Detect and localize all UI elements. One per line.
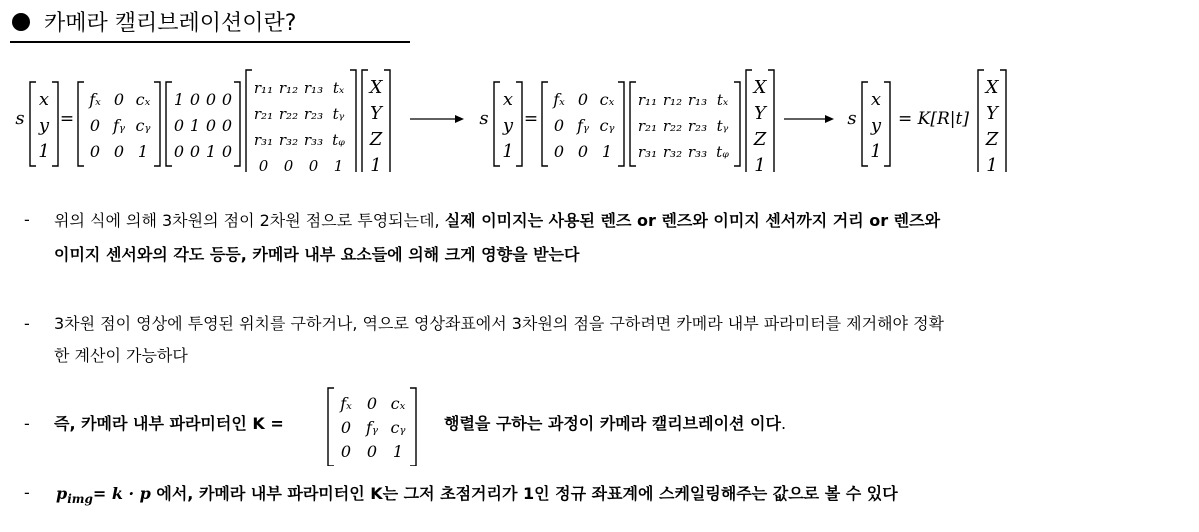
k-matrix-entry: fᵧ (577, 116, 589, 135)
lhs-vector-entry: 1 (38, 141, 50, 162)
rt-matrix-3x4-entry: r₂₁ (637, 117, 658, 135)
world-vector-left-bracket (978, 70, 984, 172)
world-vector-entry: Y (370, 103, 382, 124)
rt-matrix-4x4-entry: r₃₁ (253, 131, 274, 149)
bullet-1-line-1 (54, 210, 940, 232)
projection-matrix-entry: 0 (189, 90, 201, 109)
intrinsic-matrix-k (322, 386, 432, 466)
s-symbol: s (847, 108, 857, 129)
k-matrix-entry: 0 (89, 142, 101, 161)
inline-k-matrix-entry: cᵧ (390, 418, 406, 437)
eq-p-subscript: img (67, 492, 93, 507)
bullet-dash: - (24, 483, 30, 502)
rt-matrix-3x4-left-bracket (630, 82, 636, 166)
rt-matrix-4x4-entry: 1 (333, 157, 344, 172)
projection-matrix-entry: 0 (205, 90, 217, 109)
equals-sign: = (59, 109, 75, 129)
rt-matrix-4x4-right-bracket (350, 70, 356, 172)
k-matrix-entry: 1 (137, 142, 149, 161)
k-matrix-entry: cₓ (599, 90, 615, 109)
world-vector-entry: Z (753, 129, 767, 150)
world-vector-entry: Z (985, 129, 999, 150)
arrow-2-head (825, 115, 834, 123)
world-vector-right-bracket (384, 70, 390, 172)
world-vector-entry: Z (369, 129, 383, 150)
lhs-vector-left-bracket (30, 82, 36, 166)
projection-matrix-entry: 1 (205, 142, 217, 161)
rt-matrix-4x4-entry: r₁₂ (278, 79, 299, 97)
equals-sign: = (523, 109, 539, 129)
projection-matrix-entry: 0 (221, 142, 233, 161)
inline-k-matrix-entry: fₓ (340, 394, 352, 413)
inline-k-matrix-entry: 0 (340, 418, 352, 437)
rt-matrix-4x4-left-bracket (246, 70, 252, 172)
rt-matrix-3x4-entry: r₃₁ (637, 143, 658, 161)
rt-matrix-4x4-entry: r₁₁ (253, 79, 274, 97)
lhs-vector-entry: 1 (870, 141, 882, 162)
rt-matrix-3x4-entry: r₃₂ (662, 143, 683, 161)
formula-graphic (0, 62, 1199, 172)
rt-matrix-3x4-entry: tₓ (716, 91, 729, 109)
k-matrix-right-bracket (618, 82, 624, 166)
bullet-2-line-1: 3차원 점이 영상에 투영된 위치를 구하거나, 역으로 영상좌표에서 3차원의 점을 구하려면 카메라 내부 파라미터를 제거해야 정확 (54, 314, 944, 333)
world-vector-left-bracket (746, 70, 752, 172)
lhs-vector-entry: x (502, 89, 514, 110)
inline-k-matrix-right-bracket (410, 388, 416, 466)
k-matrix-entry: cᵧ (599, 116, 615, 135)
projection-matrix-entry: 0 (173, 142, 185, 161)
rt-matrix-3x4-entry: r₂₂ (662, 117, 683, 135)
projection-matrix-entry: 1 (173, 90, 185, 109)
rt-matrix-3x4-entry: r₃₃ (687, 143, 708, 161)
bullet-3-period: . (780, 414, 787, 433)
rt-matrix-4x4-entry: tᵩ (332, 131, 345, 149)
world-vector-entry: 1 (986, 155, 998, 172)
rt-matrix-3x4-entry: r₂₃ (687, 117, 708, 135)
bullet-1-line-2 (54, 244, 579, 266)
lhs-vector-entry: y (502, 115, 514, 136)
rt-matrix-4x4-entry: r₂₁ (253, 105, 274, 123)
rt-matrix-3x4-right-bracket (734, 82, 740, 166)
rt-matrix-4x4-entry: tₓ (332, 79, 345, 97)
projection-matrix-entry: 0 (221, 90, 233, 109)
inline-k-matrix-entry: fᵧ (366, 418, 378, 437)
k-matrix-left-bracket (542, 82, 548, 166)
inline-k-matrix-entry: 0 (366, 442, 378, 461)
inline-k-matrix-entry: cₓ (390, 394, 406, 413)
k-matrix-entry: fᵧ (113, 116, 125, 135)
rt-matrix-4x4-entry: r₂₂ (278, 105, 299, 123)
k-matrix-entry: 0 (577, 90, 589, 109)
lhs-vector-entry: 1 (502, 141, 514, 162)
projection-matrix-entry: 0 (189, 142, 201, 161)
rt-matrix-4x4-entry: r₁₃ (303, 79, 324, 97)
rt-matrix-3x4-entry: r₁₁ (637, 91, 658, 109)
lhs-vector-right-bracket (516, 82, 522, 166)
lhs-vector-right-bracket (884, 82, 890, 166)
rt-matrix-4x4-entry: tᵧ (332, 105, 345, 123)
lhs-vector-entry: x (38, 89, 50, 110)
k-matrix-entry: fₓ (89, 90, 101, 109)
projection-matrix-entry: 0 (221, 116, 233, 135)
bullet-dash: - (24, 314, 30, 333)
world-vector-entry: 1 (754, 155, 766, 172)
lhs-vector-entry: y (38, 115, 50, 136)
world-vector-right-bracket (768, 70, 774, 172)
rt-matrix-4x4-entry: r₃₃ (303, 131, 324, 149)
arrow-1-head (455, 115, 464, 123)
world-vector-entry: Y (986, 103, 998, 124)
world-vector-entry: X (753, 77, 767, 98)
world-vector-entry: Y (754, 103, 766, 124)
k-r-t-compact: = K[R|t] (898, 109, 969, 129)
lhs-vector-entry: y (870, 115, 882, 136)
bullet-3-before-text (54, 413, 284, 435)
rt-matrix-3x4-entry: tᵧ (716, 117, 729, 135)
projection-matrix-left-bracket (166, 82, 172, 166)
k-matrix-entry: 0 (553, 116, 565, 135)
rt-matrix-4x4-entry: r₂₃ (303, 105, 324, 123)
k-matrix-entry: 0 (553, 142, 565, 161)
k-matrix-right-bracket (154, 82, 160, 166)
inline-k-matrix-entry: 1 (392, 442, 404, 461)
bullet-3-after-text (444, 413, 786, 435)
bullet-3-bold-tail: 행렬을 구하는 과정이 카메라 캘리브레이션 이다 (444, 414, 781, 433)
bullet-1-normal-text: 위의 식에 의해 3차원의 점이 2차원 점으로 투영되는데, (54, 211, 445, 230)
k-matrix-left-bracket (78, 82, 84, 166)
world-vector-entry: X (369, 77, 383, 98)
projection-matrix-entry: 0 (173, 116, 185, 135)
bullet-dash: - (24, 210, 30, 229)
k-matrix-entry: 0 (113, 90, 125, 109)
lhs-vector-right-bracket (52, 82, 58, 166)
k-matrix-entry: 1 (601, 142, 613, 161)
s-symbol: s (15, 108, 25, 129)
rt-matrix-4x4-entry: 0 (258, 157, 269, 172)
filled-circle-bullet-icon (12, 13, 30, 31)
page-title: 카메라 캘리브레이션이란? (44, 11, 297, 36)
world-vector-entry: X (985, 77, 999, 98)
projection-matrix-entry: 1 (189, 116, 201, 135)
rt-matrix-4x4-entry: r₃₂ (278, 131, 299, 149)
world-vector-left-bracket (362, 70, 368, 172)
rt-matrix-3x4-entry: r₁₂ (662, 91, 683, 109)
projection-matrix-right-bracket (234, 82, 240, 166)
world-vector-right-bracket (1000, 70, 1006, 172)
lhs-vector-left-bracket (862, 82, 868, 166)
bullet-dash: - (24, 414, 30, 433)
eq-rest: = k · p (92, 484, 151, 503)
projection-formula (0, 62, 1199, 172)
k-matrix-entry: cᵧ (135, 116, 151, 135)
projection-matrix-entry: 0 (205, 116, 217, 135)
world-vector-entry: 1 (370, 155, 382, 172)
bullet-3-bold-lead: 즉, 카메라 내부 파라미터인 K = (54, 414, 284, 433)
inline-k-matrix-left-bracket (328, 388, 334, 466)
rt-matrix-4x4-entry: 0 (283, 157, 294, 172)
section-title-bar (10, 4, 410, 43)
s-symbol: s (479, 108, 489, 129)
rt-matrix-3x4-entry: r₁₃ (687, 91, 708, 109)
k-matrix-entry: fₓ (553, 90, 565, 109)
k-matrix-entry: 0 (89, 116, 101, 135)
rt-matrix-3x4-entry: tᵩ (716, 143, 729, 161)
rt-matrix-4x4-entry: 0 (308, 157, 319, 172)
eq-p: p (56, 484, 68, 503)
inline-k-matrix-entry: 0 (366, 394, 378, 413)
bullet-1-bold-text-2: 이미지 센서와의 각도 등등, 카메라 내부 요소들에 의해 크게 영향을 받는다 (54, 245, 580, 264)
bullet-2-line-2: 한 계산이 가능하다 (54, 346, 188, 365)
inline-k-matrix-entry: 0 (340, 442, 352, 461)
bullet-4-bold-text: 에서, 카메라 내부 파라미터인 K는 그저 초점거리가 1인 정규 좌표계에 스케일링해주는 값으로 볼 수 있다 (150, 484, 898, 503)
k-matrix-entry: 0 (113, 142, 125, 161)
bullet-4-line (56, 483, 898, 510)
k-matrix-entry: cₓ (135, 90, 151, 109)
k-matrix-entry: 0 (577, 142, 589, 161)
lhs-vector-entry: x (870, 89, 882, 110)
bullet-1-bold-text: 실제 이미지는 사용된 렌즈 or 렌즈와 이미지 센서까지 거리 or 렌즈와 (444, 211, 941, 230)
lhs-vector-left-bracket (494, 82, 500, 166)
